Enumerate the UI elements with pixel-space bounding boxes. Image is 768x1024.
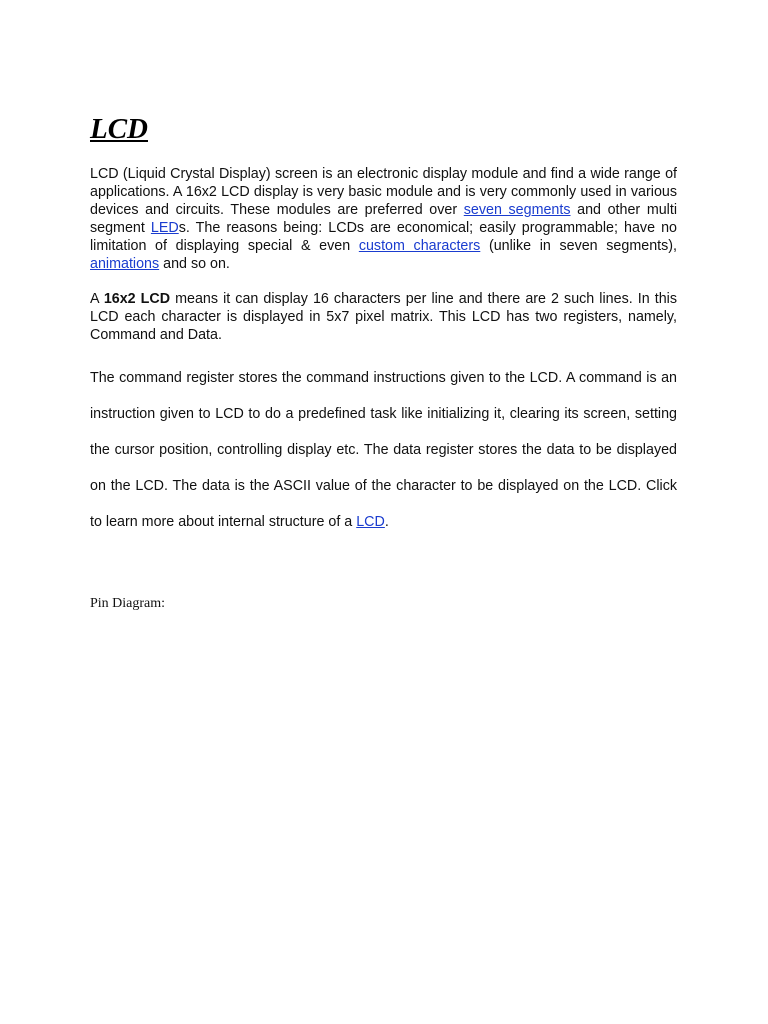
desc-text-1: A [90, 291, 104, 307]
register-text-2: . [384, 514, 389, 530]
lcd-description-paragraph [90, 290, 677, 344]
register-paragraph [90, 360, 677, 540]
register-text-1: The command register stores the command instructions given to the LCD. A command is an instruction given to LCD to do a predefined task like initializing it, clearing its screen, setting the cursor position, controlling display etc. The data register stores the data to be displayed on the LCD. The data is the ASCII value of the character to be displayed on the LCD. Click to learn more about internal structure of a [90, 370, 677, 530]
intro-text-3: s. The reasons being: LCDs are economical; easily programmable; have no limitation of displaying special & even [90, 220, 677, 254]
led-link[interactable]: LED [150, 220, 179, 236]
intro-text-5: and so on. [159, 256, 230, 272]
intro-text-4: (unlike in seven segments), [480, 238, 677, 254]
custom-characters-link[interactable]: custom characters [358, 238, 481, 254]
desc-bold-term: 16x2 LCD [103, 291, 171, 307]
animations-link[interactable]: animations [90, 256, 160, 272]
intro-text-1: LCD (Liquid Crystal Display) screen is an electronic display module and find a wide range of applications. A 16x2 LCD display is very basic module and is very commonly used in various devices and circuits. These modules are preferred over [90, 166, 677, 218]
page-title: LCD [90, 113, 148, 145]
pin-diagram-label: Pin Diagram: [90, 596, 166, 611]
intro-text-2: and other multi segment [90, 202, 677, 236]
desc-text-2: means it can display 16 characters per line and there are 2 such lines. In this LCD each character is displayed in 5x7 pixel matrix. This LCD has two registers, namely, Command and Data. [90, 291, 677, 343]
lcd-link[interactable]: LCD [356, 514, 385, 530]
intro-paragraph [90, 165, 677, 273]
seven-segments-link[interactable]: seven segments [463, 202, 571, 218]
